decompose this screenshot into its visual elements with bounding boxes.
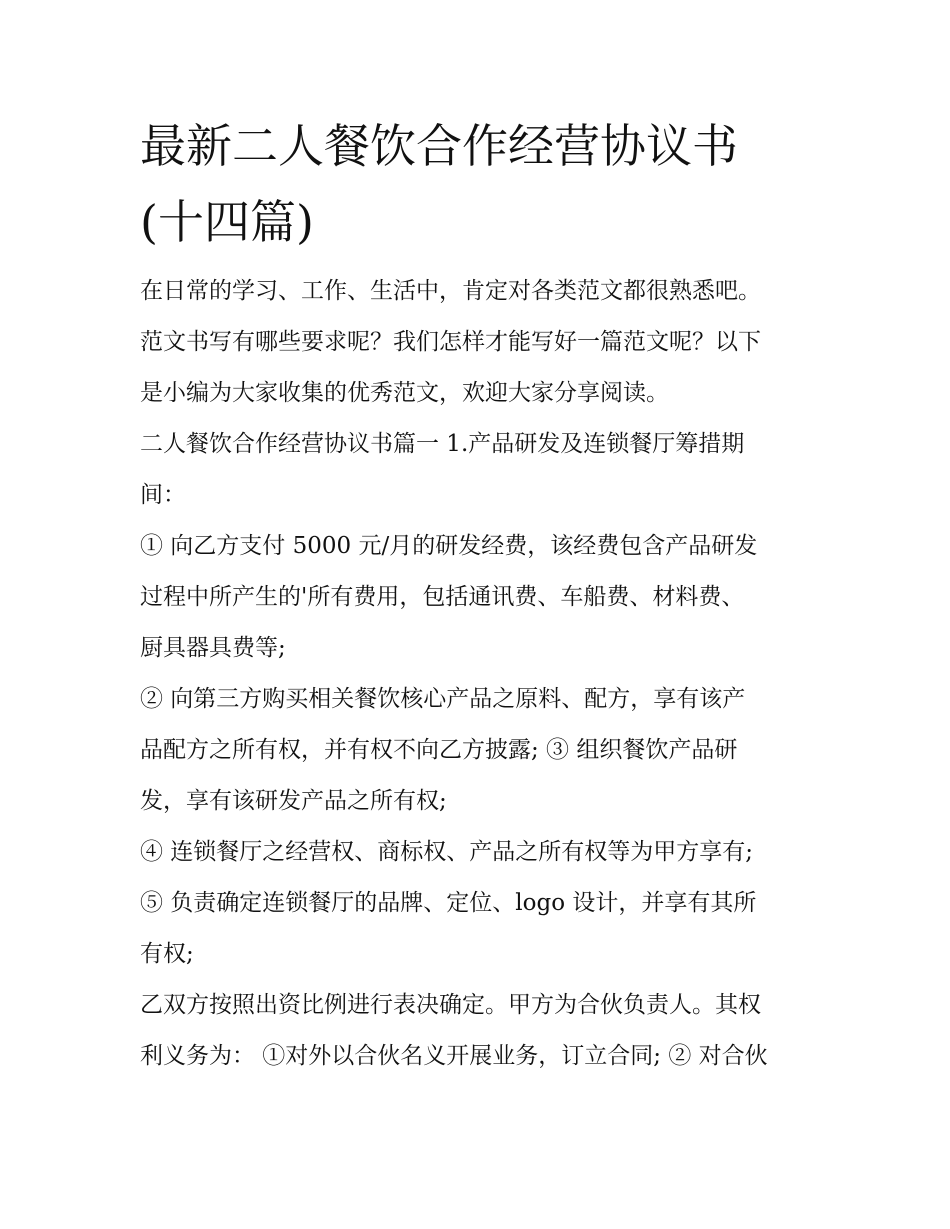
text-line: ⑤ 负责确定连锁餐厅的品牌、定位、logo 设计，并享有其所 — [140, 890, 757, 916]
text-line: 范文书写有哪些要求呢？我们怎样才能写好一篇范文呢？以下 — [140, 329, 761, 355]
text-line: 在日常的学习、工作、生活中，肯定对各类范文都很熟悉吧。 — [140, 278, 761, 304]
section-heading-paragraph — [140, 419, 815, 521]
document-title — [140, 108, 815, 260]
document-body — [140, 108, 815, 1082]
text-line: ② 向第三方购买相关餐饮核心产品之原料、配方，享有该产 — [140, 686, 746, 712]
text-line: 发，享有该研发产品之所有权; — [140, 788, 447, 814]
text-line: 利义务为： ①对外以合伙名义开展业务，订立合同; ② 对合伙 — [140, 1043, 768, 1069]
clause-5-paragraph — [140, 878, 815, 980]
text-line: 有权; — [140, 941, 194, 967]
text-line: 乙双方按照出资比例进行表决确定。甲方为合伙负责人。其权 — [140, 992, 761, 1018]
text-line: 过程中所产生的'所有费用，包括通讯费、车船费、材料费、 — [140, 584, 745, 610]
title-line: (十四篇) — [140, 195, 314, 249]
title-line: 最新二人餐饮合作经营协议书 — [140, 119, 738, 173]
clause-2-3-paragraph — [140, 674, 815, 827]
text-line: 品配方之所有权，并有权不向乙方披露; ③ 组织餐饮产品研 — [140, 737, 738, 763]
text-line: 间： — [140, 482, 186, 508]
text-line: ④ 连锁餐厅之经营权、商标权、产品之所有权等为甲方享有; — [140, 839, 754, 865]
clause-1-paragraph — [140, 521, 815, 674]
text-line: 二人餐饮合作经营协议书篇一 1.产品研发及连锁餐厅筹措期 — [140, 431, 745, 457]
intro-paragraph — [140, 266, 815, 419]
partnership-paragraph — [140, 980, 815, 1082]
text-line: 是小编为大家收集的优秀范文，欢迎大家分享阅读。 — [140, 380, 669, 406]
text-line: 厨具器具费等; — [140, 635, 286, 661]
text-line: ① 向乙方支付 5000 元/月的研发经费，该经费包含产品研发 — [140, 533, 758, 559]
clause-4-paragraph — [140, 827, 815, 878]
